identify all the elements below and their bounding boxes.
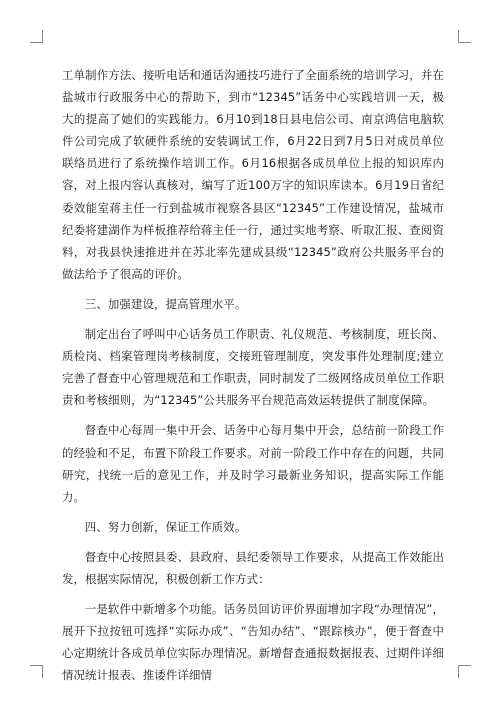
paragraph-gap: [62, 538, 444, 546]
section-heading-4: 四、努力创新，保证工作质效。: [84, 519, 247, 534]
crop-mark-top-right: [458, 30, 471, 43]
paragraph-gap: [62, 411, 444, 419]
paragraph-body: 督查中心按照县委、县政府、县纪委领导工作要求，从提高工作效能出发，根据实际情况，积极创新工作方式：: [62, 549, 444, 586]
crop-mark-top-left: [30, 30, 43, 43]
document-body: [62, 64, 444, 686]
paragraph-body: 制定出台了呼叫中心话务员工作职责、礼仪规范、考核制度，班长岗、质检岗、档案管理岗考核制度，交接班管理制度，突发事件处理制度;建立完善了督查中心管理规范和工作职责，同时制发了二级网络成员单位工作职责和考核细则，为“12345”公共服务平台规范高效运转提供了制度保障。: [62, 327, 444, 408]
paragraph-continuation: 工单制作方法、接听电话和通话沟通技巧进行了全面系统的培训学习，并在盐城市行政服务中心的帮助下，到市“12345”话务中心实践培训一天，极大的提高了她们的实践能力。6月10到18日县电信公司、南京鸿信电脑软件公司完成了软硬件系统的安装调试工作，6月22日到7月5日对成员单位联络员进行了系统操作培训工作。6月16根据各成员单位上报的知识库内容，对上报内容认真核对，编写了近100万字的知识库读本。6月19日省纪委效能室蒋主任一行到盐城市视察各县区“12345”工作建设情况，盐城市纪委将建湖作为样板推荐给蒋主任一行，通过实地考察、听取汇报、查阅资料，对我县快速推进并在苏北率先建成县级“12345”政府公共服务平台的做法给予了很高的评价。: [62, 68, 444, 281]
paragraph-gap: [62, 285, 444, 293]
crop-mark-bottom-right: [458, 665, 471, 678]
crop-mark-bottom-left: [30, 665, 43, 678]
paragraph-gap: [62, 590, 444, 598]
section-heading-3: 三、加强建设，提高管理水平。: [84, 296, 247, 311]
paragraph-body: 一是软件中新增多个功能。话务员回访评价界面增加字段“办理情况”，展开下拉按钮可选择“实际办成”、“告知办结”、“跟踪核办”，便于督查中心定期统计各成员单位实际办理情况。新增督查通报数据报表、过期件详细情况统计报表、推诿件详细情: [62, 602, 444, 683]
paragraph-gap: [62, 508, 444, 516]
paragraph-body: 督查中心每周一集中开会、话务中心每月集中开会，总结前一阶段工作的经验和不足，布置下阶段工作要求。对前一阶段工作中存在的问题，共同研究，找统一后的意见工作，并及时学习最新业务知识，提高实际工作能力。: [62, 423, 444, 504]
paragraph-gap: [62, 315, 444, 323]
